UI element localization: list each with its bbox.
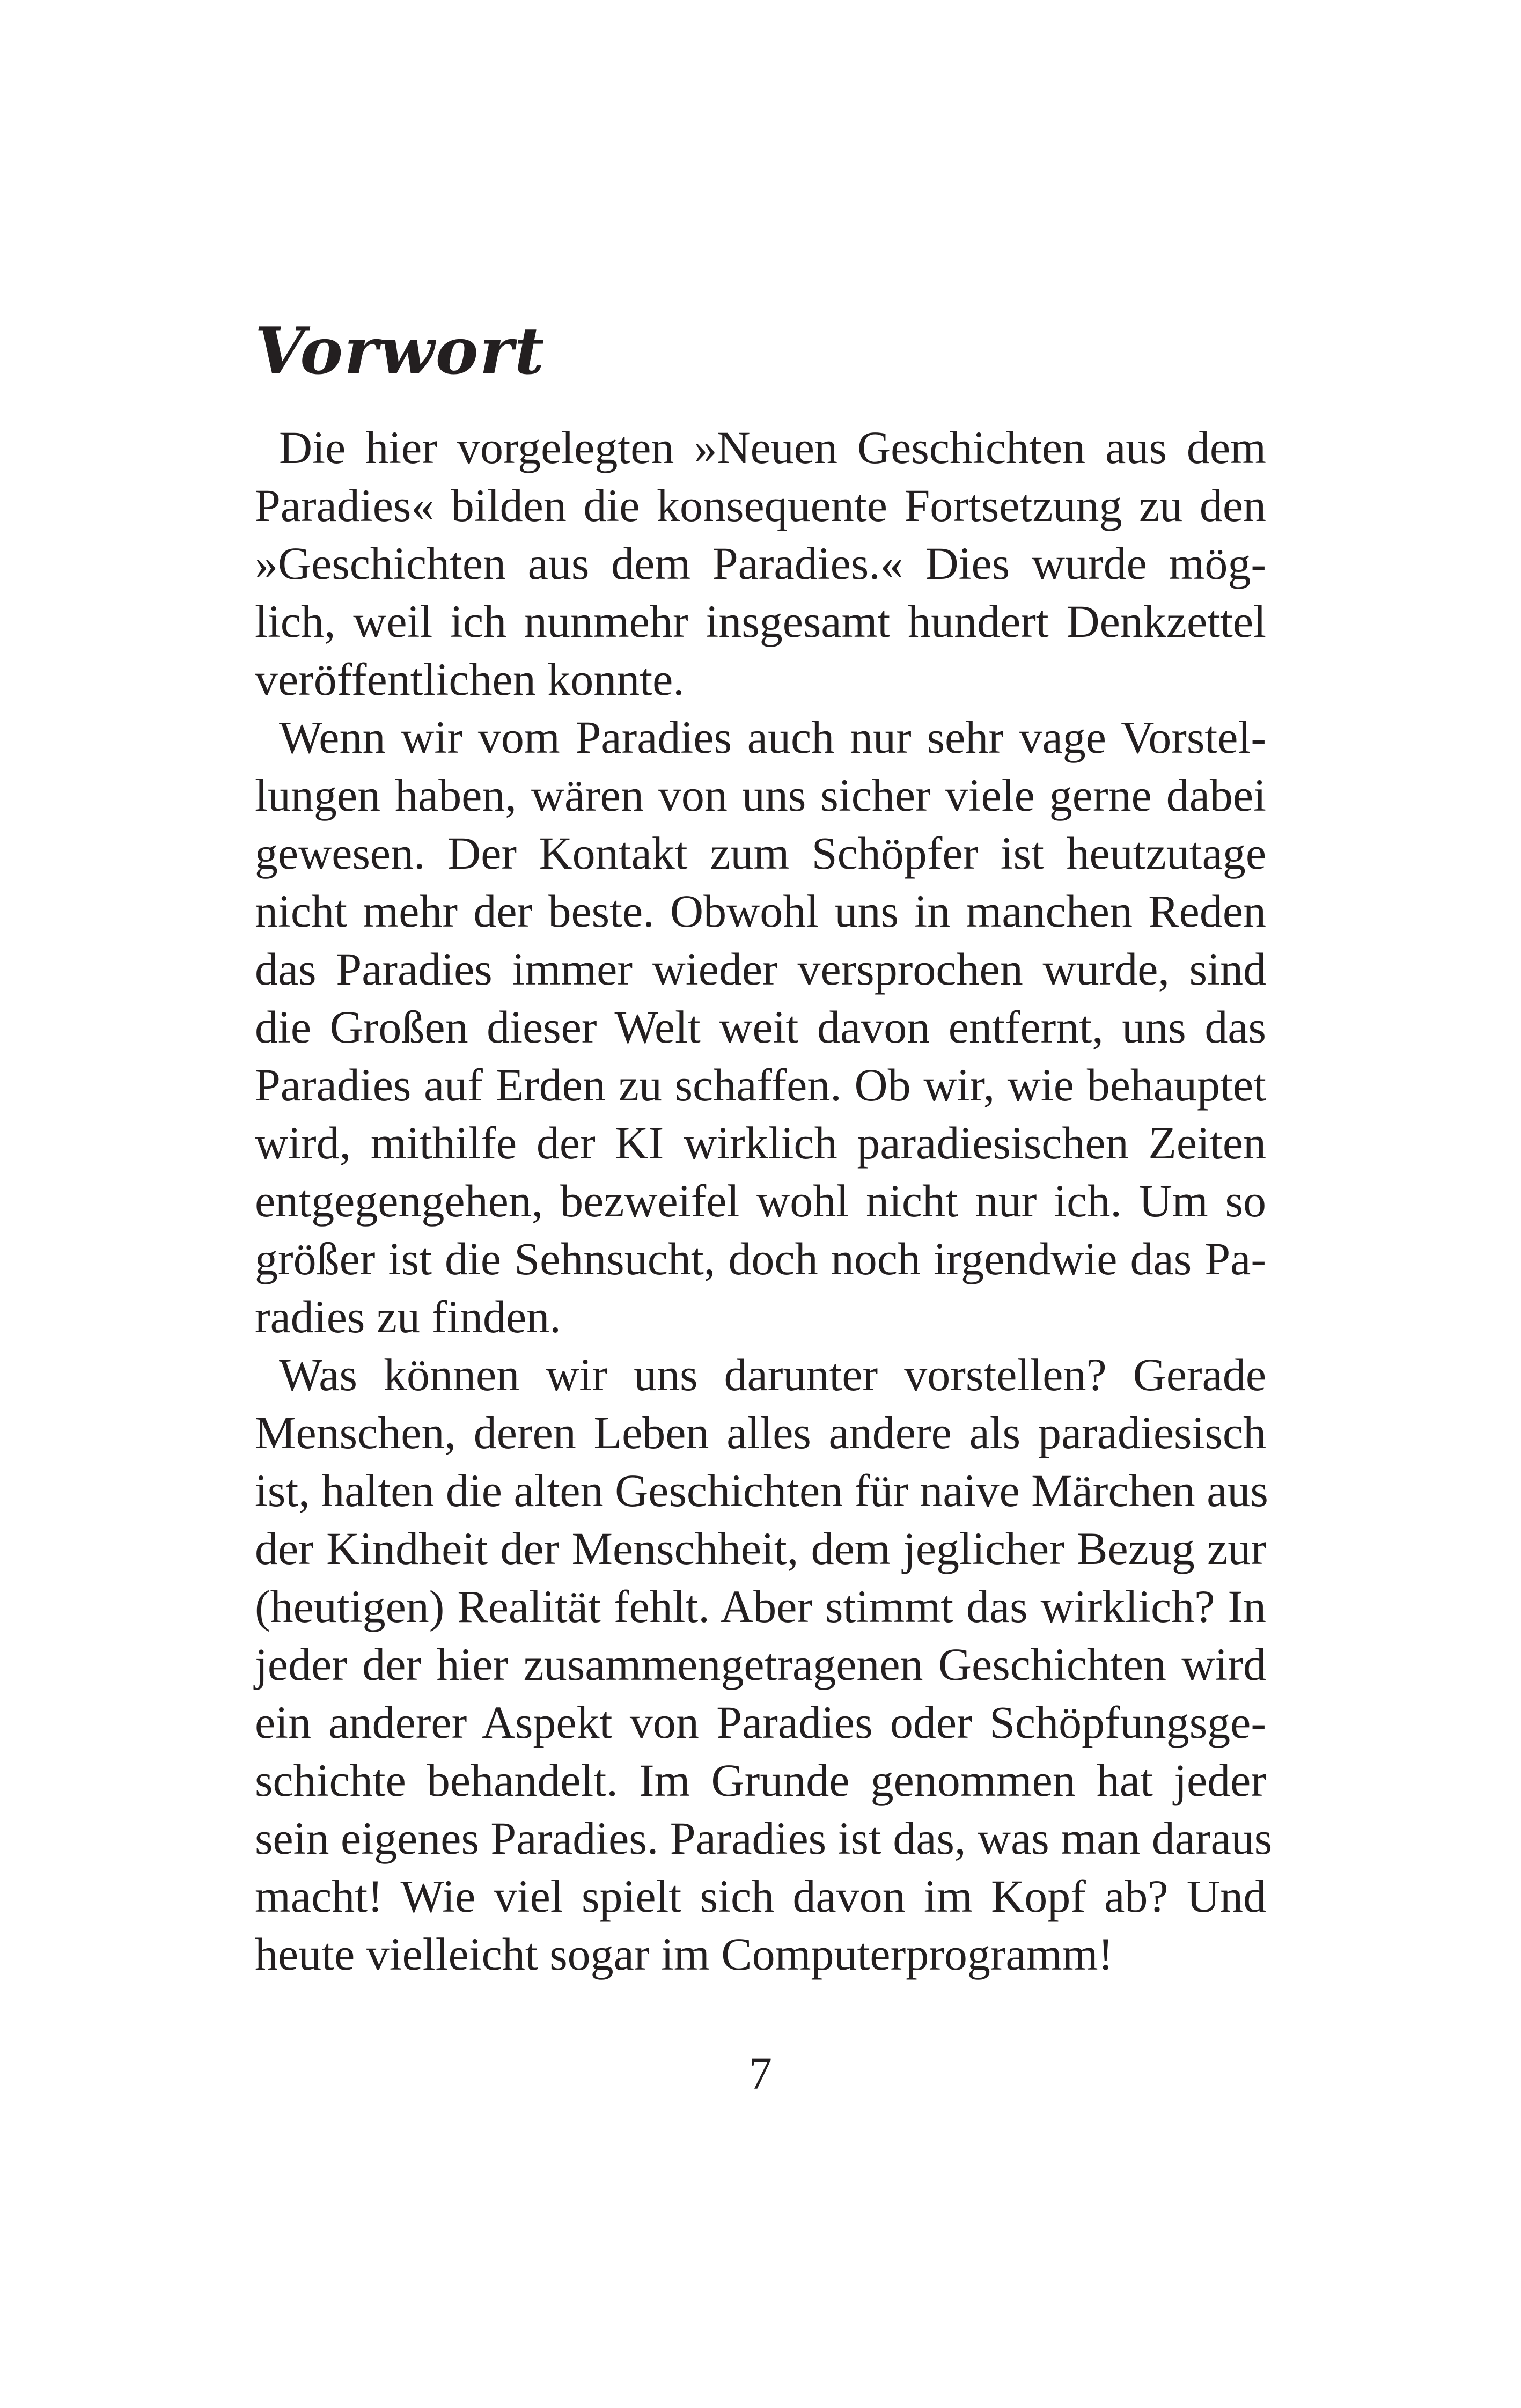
text-line: »Geschichten aus dem Paradies.« Dies wurde mög- [255, 538, 1266, 589]
text-line: Die hier vorgelegten »Neuen Geschichten aus dem [279, 422, 1266, 473]
text-line: wird, mithilfe der KI wirklich paradiesischen Zeiten [255, 1117, 1266, 1169]
text-line: jeder der hier zusammengetragenen Geschichten wird [255, 1639, 1266, 1690]
chapter-heading: Vorwort [255, 313, 546, 389]
body-text [255, 419, 1273, 1983]
text-line: Was können wir uns darunter vorstellen? Gerade [279, 1349, 1266, 1400]
text-line: der Kindheit der Menschheit, dem jeglicher Bezug zur [255, 1523, 1266, 1574]
text-line: lich, weil ich nunmehr insgesamt hundert Denkzettel [255, 596, 1266, 647]
text-line: ist, halten die alten Geschichten für naive Märchen aus [255, 1465, 1268, 1516]
page-number: 7 [749, 2047, 772, 2099]
text-line: gewesen. Der Kontakt zum Schöpfer ist heutzutage [255, 827, 1266, 879]
text-line: nicht mehr der beste. Obwohl uns in manchen Reden [255, 885, 1266, 937]
text-line: lungen haben, wären von uns sicher viele gerne dabei [255, 769, 1266, 821]
text-line: Wenn wir vom Paradies auch nur sehr vage Vorstel- [279, 711, 1266, 763]
text-line: macht! Wie viel spielt sich davon im Kopf ab? Und [255, 1870, 1266, 1922]
text-line: (heutigen) Realität fehlt. Aber stimmt das wirklich? In [255, 1581, 1266, 1632]
text-line: sein eigenes Paradies. Paradies ist das, was man daraus [255, 1812, 1273, 1864]
text-line: größer ist die Sehnsucht, doch noch irgendwie das Pa- [255, 1233, 1266, 1284]
text-line: Paradies« bilden die konsequente Fortsetzung zu den [255, 480, 1266, 531]
text-line: das Paradies immer wieder versprochen wurde, sind [255, 943, 1266, 995]
text-line: veröffentlichen konnte. [255, 654, 685, 705]
text-line: schichte behandelt. Im Grunde genommen hat jeder [255, 1754, 1266, 1806]
text-line: Paradies auf Erden zu schaffen. Ob wir, wie behauptet [255, 1059, 1266, 1111]
text-line: heute vielleicht sogar im Computerprogramm! [255, 1928, 1114, 1980]
text-line: die Großen dieser Welt weit davon entfernt, uns das [255, 1001, 1266, 1053]
text-line: radies zu finden. [255, 1291, 561, 1342]
text-line: ein anderer Aspekt von Paradies oder Schöpfungsge- [255, 1697, 1266, 1748]
text-line: entgegengehen, bezweifel wohl nicht nur ich. Um so [255, 1175, 1266, 1227]
text-line: Menschen, deren Leben alles andere als paradiesisch [255, 1407, 1266, 1458]
